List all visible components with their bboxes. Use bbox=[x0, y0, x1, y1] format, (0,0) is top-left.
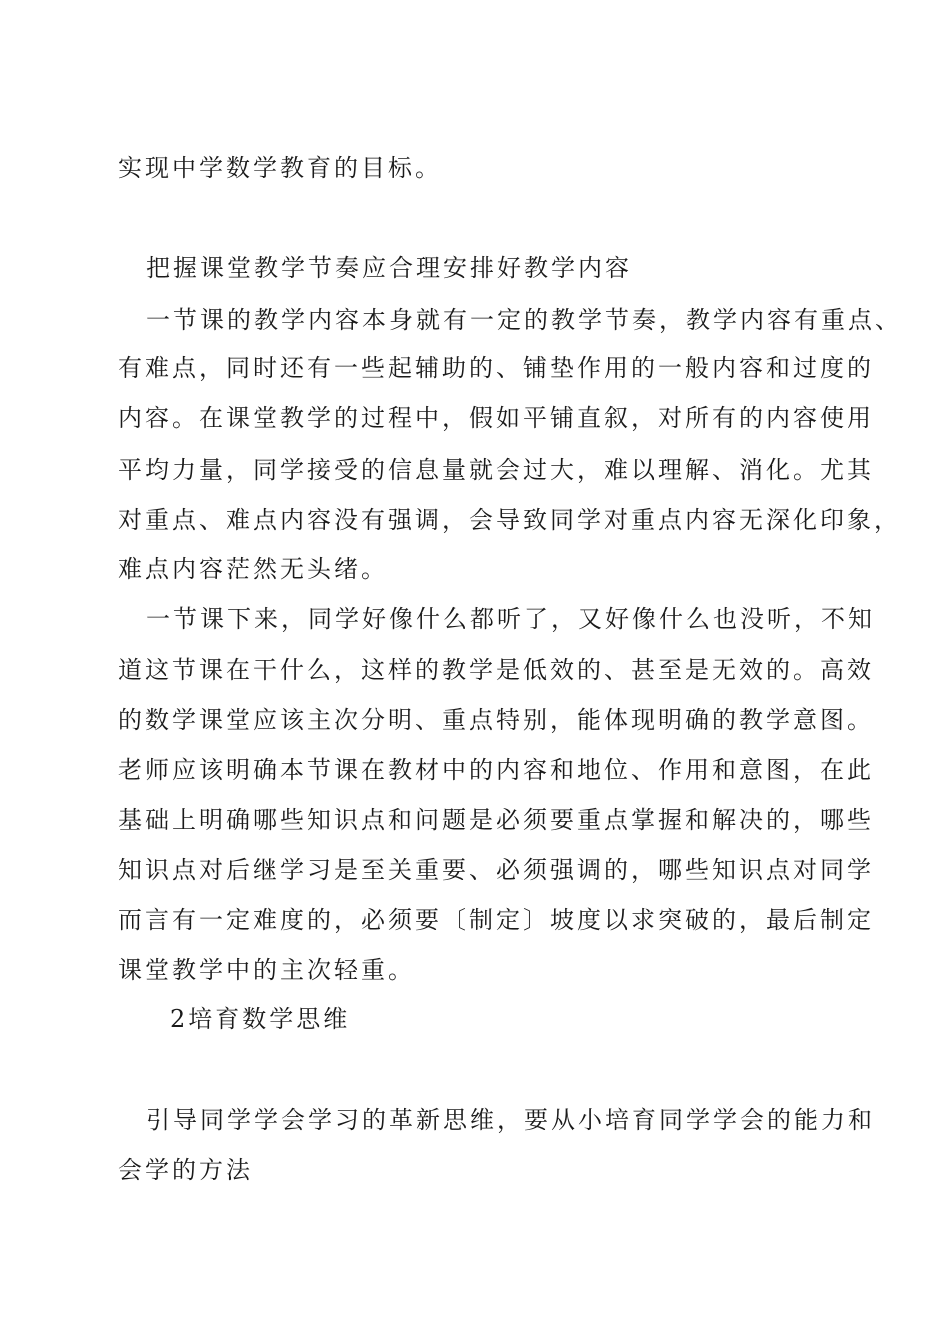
paragraph-line: 引导同学学会学习的革新思维，要从小培育同学学会的能力和 bbox=[146, 1106, 875, 1134]
intro-line: 实现中学数学教育的目标。 bbox=[118, 154, 442, 182]
section-heading: 把握课堂教学节奏应合理安排好教学内容 bbox=[146, 254, 632, 282]
paragraph-line: 一节课下来，同学好像什么都听了，又好像什么也没听，不知 bbox=[146, 605, 875, 633]
paragraph-line: 而言有一定难度的，必须要〔制定〕坡度以求突破的，最后制定 bbox=[118, 906, 874, 934]
section-heading: 2培育数学思维 bbox=[170, 1005, 351, 1033]
paragraph-line: 课堂教学中的主次轻重。 bbox=[118, 956, 415, 984]
paragraph-line: 基础上明确哪些知识点和问题是必须要重点掌握和解决的，哪些 bbox=[118, 806, 874, 834]
paragraph-line: 对重点、难点内容没有强调，会导致同学对重点内容无深化印象， bbox=[118, 506, 901, 534]
paragraph-line: 难点内容茫然无头绪。 bbox=[118, 555, 388, 583]
paragraph-line: 内容。在课堂教学的过程中，假如平铺直叙，对所有的内容使用 bbox=[118, 404, 874, 432]
paragraph-line: 道这节课在干什么，这样的教学是低效的、甚至是无效的。高效 bbox=[118, 656, 874, 684]
paragraph-line: 平均力量，同学接受的信息量就会过大，难以理解、消化。尤其 bbox=[118, 456, 874, 484]
paragraph-line: 的数学课堂应该主次分明、重点特别，能体现明确的教学意图。 bbox=[118, 706, 874, 734]
paragraph-line: 会学的方法 bbox=[118, 1156, 253, 1184]
paragraph-line: 一节课的教学内容本身就有一定的教学节奏，教学内容有重点、 bbox=[146, 306, 902, 334]
paragraph-line: 老师应该明确本节课在教材中的内容和地位、作用和意图，在此 bbox=[118, 756, 874, 784]
paragraph-line: 有难点，同时还有一些起辅助的、铺垫作用的一般内容和过度的 bbox=[118, 354, 874, 382]
paragraph-line: 知识点对后继学习是至关重要、必须强调的，哪些知识点对同学 bbox=[118, 856, 874, 884]
